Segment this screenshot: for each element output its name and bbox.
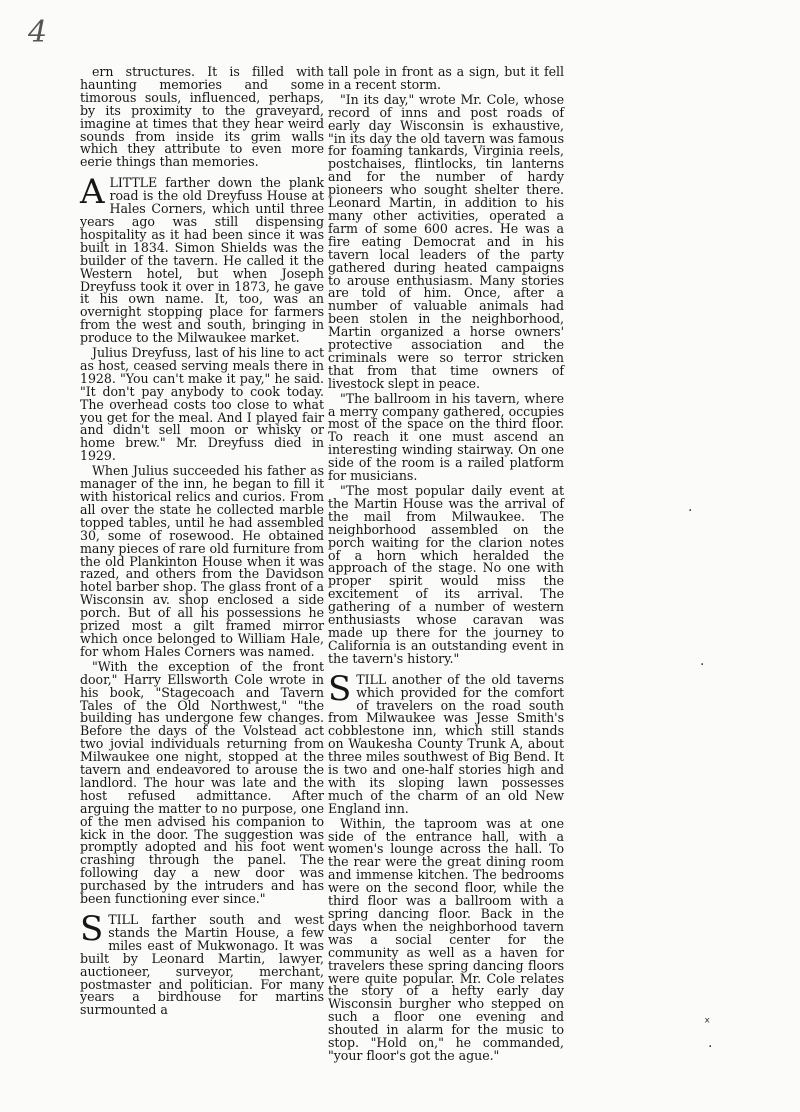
paragraph: Within, the taproom was at one side of the entrance hall, with a women's lounge across the hall. To the rear were the great dining room and immense kitchen. The bedrooms were on the second floor, while the third floor was a ballroom with a spring dancing floor. Back in the days when the neighborhood tavern was a social center for the community as well as a haven for travelers these spring dancing floors were quite popular. Mr. Cole relates the story of a hefty early day Wisconsin burgher who stepped on such a floor one evening and shouted in alarm for the music to stop. "Hold on," he commanded, "your floor's got the ague." <box>328 815 564 1063</box>
paragraph <box>80 172 324 346</box>
drop-cap: S <box>328 668 352 709</box>
paragraph: Julius Dreyfuss, last of his line to act as host, ceased serving meals there in 1928. "You can't make it pay," he said. "It don't pay anybody to cook today. The overhead costs too close to what you get for the meal. And I played fair and didn't sell moon or whisky or home brew." Mr. Dreyfuss died in 1929. <box>80 345 324 464</box>
scan-speck: · <box>688 503 693 519</box>
paragraph: ern structures. It is filled with haunting memories and some timorous souls, influenced, perhaps, by its proximity to the graveyard, imagine at times that they hear weird sounds from inside its grim walls which they attribute to even more eerie things than memories. <box>80 64 324 170</box>
paragraph-text: LITTLE farther down the plank road is the old Dreyfuss House at Hales Corners, which until three years ago was still dispensing hospitality as it had been since it was built in 1834. Simon Shields was the builder of the tavern. He called it the Western hotel, but when Joseph Dreyfuss took it over in 1873, he gave it his own name. It, too, was an overnight stopping place for farmers from the west and south, bringing in produce to the Milwaukee market. <box>80 175 324 346</box>
paragraph: "The ballroom in his tavern, where a merry company gathered, occupies most of the space on the third floor. To reach it one must ascend an interesting winding stairway. On one side of the room is a railed platform for musicians. <box>328 390 564 484</box>
left-column <box>80 66 324 1019</box>
drop-cap: A <box>80 172 105 213</box>
paragraph: "With the exception of the front door," Harry Ellsworth Cole wrote in his book, "Stagecoach and Tavern Tales of the Old Northwest," "the building has undergone few changes. Before the days of the Volstead act two jovial individuals returning from Milwaukee one night, stopped at the tavern and endeavored to arouse the landlord. The hour was late and the host refused admittance. After arguing the matter to no purpose, one of the men advised his companion to kick in the door. The suggestion was promptly adopted and his foot went crashing through the panel. The following day a new door was purchased by the intruders and has been functioning ever since." <box>80 658 324 907</box>
right-column <box>328 66 564 1065</box>
drop-cap: S <box>80 909 104 949</box>
paragraph-text: TILL another of the old taverns which provided for the comfort of travelers on the road south from Milwaukee was Jesse Smith's cobblestone inn, which still stands on Waukesha County Trunk A, about three miles southwest of Big Bend. It is two and one-half stories high and with its sloping lawn possesses much of the charm of an old New England inn. <box>328 671 564 816</box>
paragraph <box>328 668 564 816</box>
paragraph: "In its day," wrote Mr. Cole, whose record of inns and post roads of early day Wisconsin is exhaustive, "in its day the old tavern was famous for foaming tankards, Virginia reels, postchaises, flintlocks, tin lanterns and for the number of hardy pioneers who sought shelter there. Leonard Martin, in addition to his many other activities, operated a farm of some 600 acres. He was a fire eating Democrat and in his tavern local leaders of the party gathered during heated campaigns to arouse enthusiasm. Many stories are told of him. Once, after a number of valuable animals had been stolen in the neighborhood, Martin organized a horse owners' protective association and the criminals were so terror stricken that from that time owners of livestock slept in peace. <box>328 91 564 391</box>
paragraph: When Julius succeeded his father as manager of the inn, he began to fill it with historical relics and curios. From all over the state he collected marble topped tables, until he had assembled 30, some of rosewood. He obtained many pieces of rare old furniture from the old Plankinton House when it was razed, and others from the Davidson hotel barber shop. The glass front of a Wisconsin av. shop enclosed a side porch. But of all his possessions he prized most a gilt framed mirror which once belonged to William Hale, for whom Hales Corners was named. <box>80 463 325 659</box>
paragraph <box>80 909 324 1018</box>
scan-speck: · <box>708 1039 713 1055</box>
paragraph: tall pole in front as a sign, but it fell in a recent storm. <box>328 64 564 92</box>
paragraph-text: TILL farther south and west stands the Martin House, a few miles east of Mukwonago. It was built by Leonard Martin, lawyer, auctioneer, surveyor, merchant, postmaster and politician. For many years a birdhouse for martins surmounted a <box>80 912 324 1018</box>
scan-speck: · <box>700 657 705 673</box>
scan-speck: ˣ <box>704 1015 711 1031</box>
page-number: 4 <box>28 15 48 50</box>
paragraph: "The most popular daily event at the Martin House was the arrival of the mail from Milwaukee. The neighborhood assembled on the porch waiting for the clarion notes of a horn which heralded the approach of the stage. No one with proper spirit would miss the excitement of its arrival. The gathering of a number of western enthusiasts whose caravan was made up there for the journey to California is an outstanding event in the tavern's history." <box>328 483 564 666</box>
